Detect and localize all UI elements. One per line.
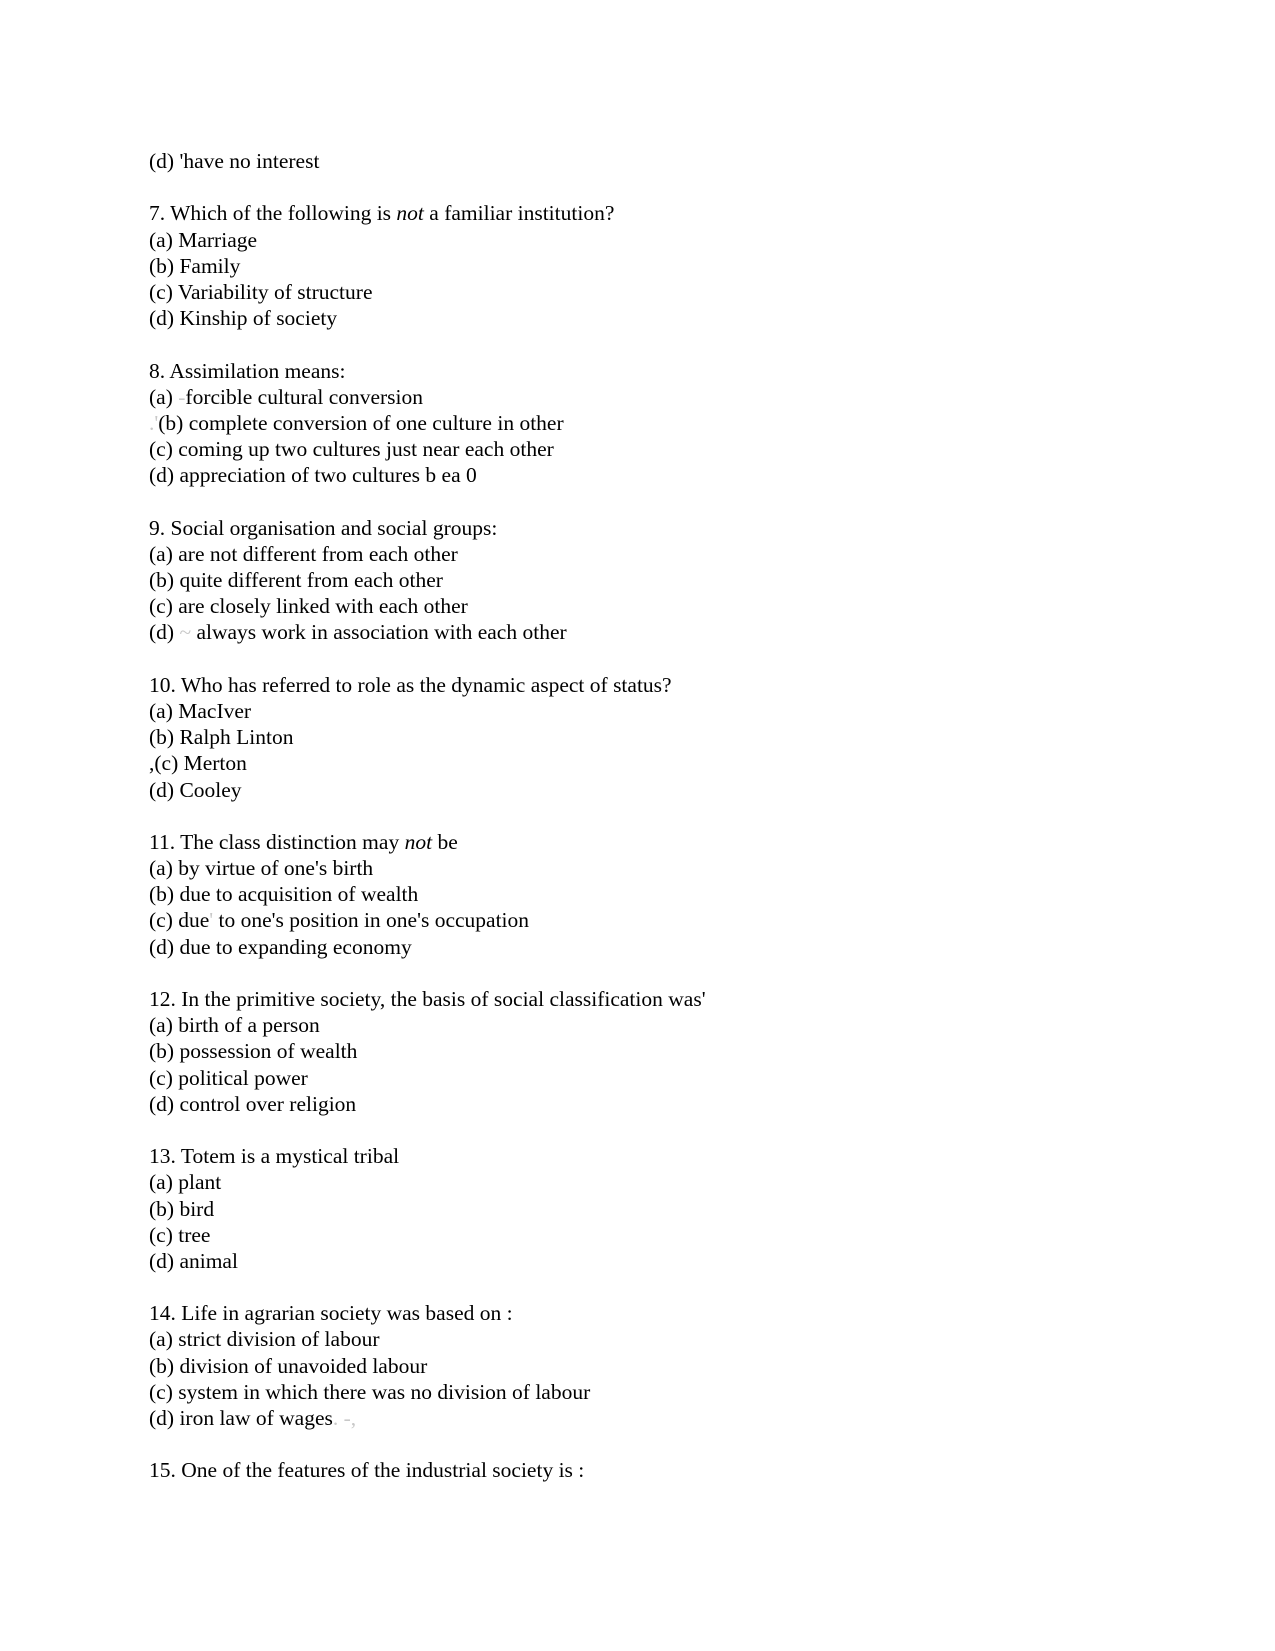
question-11-option-c-start: (c) due [149,908,210,933]
question-13-option-a: (a) plant [149,1170,222,1195]
question-11-text-start: 11. The class distinction may [149,829,405,854]
question-7-option-d: (d) Kinship of society [149,306,338,331]
question-11-emphasis: not [404,829,433,854]
question-7 [149,200,1149,226]
question-14-option-d [149,1405,1149,1431]
question-9: 9. Social organisation and social groups: [149,515,498,540]
question-9-option-a: (a) are not different from each other [149,541,458,566]
scan-mark: .' [149,410,159,435]
question-14-option-c: (c) system in which there was no division of labour [149,1379,591,1404]
question-8-option-b-text: (b) complete conversion of one culture in other [158,410,564,435]
spacer [149,960,1149,986]
document-page [149,148,1149,1484]
spacer [149,331,1149,357]
question-8-option-a [149,384,1149,410]
question-11-option-b: (b) due to acquisition of wealth [149,882,419,907]
question-12: 12. In the primitive society, the basis of social classification was' [149,987,706,1011]
scan-mark: . -, [332,1406,357,1430]
question-9-option-b: (b) quite different from each other [149,568,443,592]
question-14-option-d-text: (d) iron law of wages [149,1406,333,1430]
question-7-option-a: (a) Marriage [149,227,258,252]
question-10-option-b: (b) Ralph Linton [149,725,294,750]
option-d-prev: (d) 'have no interest [149,149,320,173]
question-7-text-end: a familiar institution? [423,201,615,226]
question-13-option-d: (d) animal [149,1248,238,1273]
question-10: 10. Who has referred to role as the dynamic aspect of status? [149,672,672,697]
scan-mark: - [178,384,186,409]
question-13-option-b: (b) bird [149,1196,215,1221]
question-9-option-c: (c) are closely linked with each other [149,594,468,619]
question-11-text-end: be [432,829,458,854]
question-11-option-d: (d) due to expanding economy [149,934,412,959]
question-10-option-d: (d) Cooley [149,777,242,802]
question-15: 15. One of the features of the industrial society is : [149,1458,585,1483]
question-14-option-a: (a) strict division of labour [149,1327,380,1352]
question-8: 8. Assimilation means: [149,358,346,383]
question-8-option-a-label: (a) [149,384,179,409]
question-11-option-c-end: to one's position in one's occupation [213,908,530,933]
spacer [149,488,1149,514]
question-7-text-start: 7. Which of the following is [149,201,397,226]
question-13: 13. Totem is a mystical tribal [149,1144,400,1169]
question-8-option-b [149,410,1149,436]
question-9-option-d-label: (d) [149,620,180,645]
spacer [149,1274,1149,1300]
spacer [149,1431,1149,1457]
question-8-option-d: (d) appreciation of two cultures b ea 0 [149,463,477,488]
question-12-option-b: (b) possession of wealth [149,1039,358,1064]
question-9-option-d-text: always work in association with each other [191,620,567,645]
question-8-option-c: (c) coming up two cultures just near each other [149,437,554,462]
question-14-option-b: (b) division of unavoided labour [149,1353,428,1378]
question-13-option-c: (c) tree [149,1222,211,1247]
spacer [149,174,1149,200]
scan-mark: ~ [179,620,192,645]
question-7-option-b: (b) Family [149,253,241,278]
spacer [149,803,1149,829]
question-12-option-a: (a) birth of a person [149,1013,320,1038]
question-7-option-c: (c) Variability of structure [149,279,373,304]
question-9-option-d [149,619,1149,645]
question-11 [149,829,1149,855]
question-11-option-c [149,907,1149,933]
question-11-option-a: (a) by virtue of one's birth [149,856,374,881]
question-10-option-a: (a) MacIver [149,698,252,723]
spacer [149,1117,1149,1143]
question-12-option-d: (d) control over religion [149,1091,357,1116]
spacer [149,646,1149,672]
question-14: 14. Life in agrarian society was based on : [149,1301,513,1326]
question-10-option-c: ,(c) Merton [149,751,247,776]
question-12-option-c: (c) political power [149,1065,308,1090]
question-8-option-a-text: forcible cultural conversion [185,384,424,409]
question-7-emphasis: not [396,201,424,226]
scan-mark: ' [209,908,214,933]
